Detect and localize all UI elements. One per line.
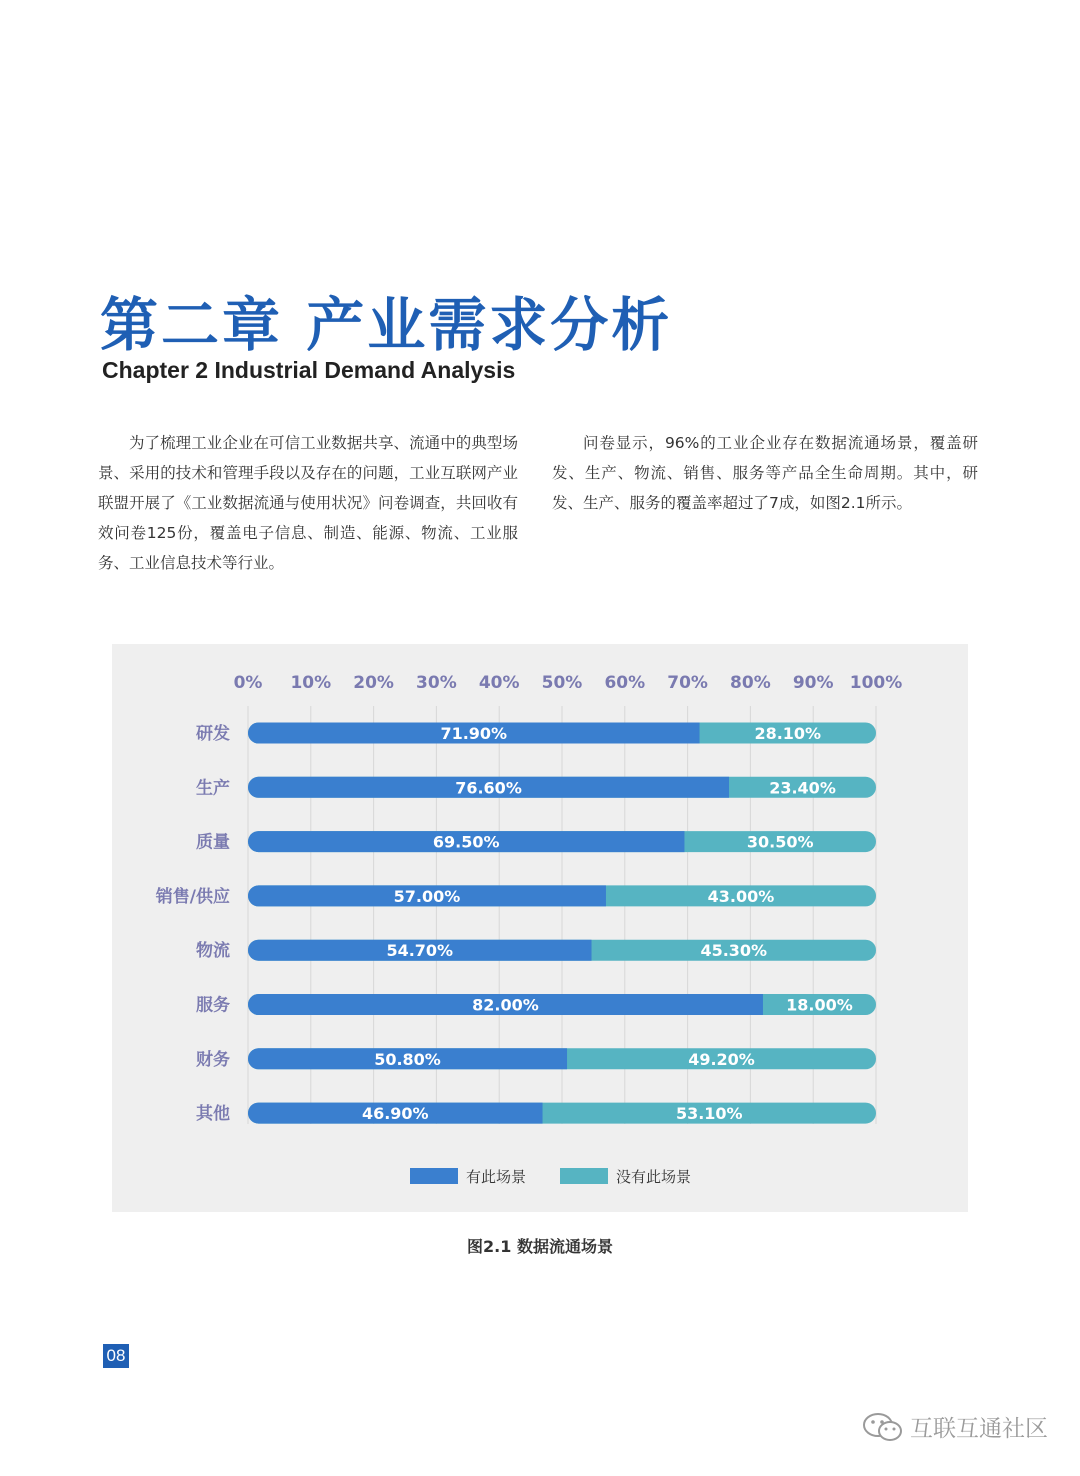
x-tick-label: 90% (792, 673, 834, 693)
x-tick-label: 40% (478, 673, 520, 693)
legend-swatch-no-scenario (560, 1168, 608, 1184)
legend-label: 有此场景 (466, 1168, 527, 1186)
data-label: 23.40% (769, 778, 836, 798)
data-label: 57.00% (393, 886, 461, 906)
legend-swatch-has-scenario (410, 1168, 458, 1184)
data-label: 82.00% (472, 995, 539, 1015)
wechat-icon (862, 1412, 904, 1442)
x-tick-label: 60% (604, 673, 646, 693)
data-label: 18.00% (786, 995, 853, 1015)
data-label: 49.20% (688, 1049, 755, 1069)
category-label: 其他 (196, 1104, 230, 1125)
category-label: 服务 (196, 995, 230, 1016)
data-label: 54.70% (386, 941, 454, 961)
category-label: 生产 (196, 778, 230, 799)
watermark-text: 互联互通社区 (910, 1416, 1048, 1442)
page-number: 08 (103, 1344, 129, 1368)
data-label: 71.90% (440, 724, 508, 743)
x-tick-label: 70% (667, 673, 708, 693)
x-tick-label: 30% (416, 673, 457, 693)
intro-paragraph-right: 问卷显示，96%的工业企业存在数据流通场景，覆盖研发、生产、物流、销售、服务等产品全生命周期。其中，研发、生产、服务的覆盖率超过了7成，如图2.1所示。 (552, 434, 978, 512)
data-label: 53.10% (675, 1104, 743, 1124)
category-label: 财务 (196, 1049, 230, 1070)
x-tick-label: 100% (849, 673, 903, 693)
x-tick-label: 0% (233, 673, 263, 693)
stacked-bar-chart (112, 644, 968, 1212)
data-label: 28.10% (754, 724, 822, 743)
data-label: 76.60% (455, 778, 522, 798)
intro-paragraph-left: 为了梳理工业企业在可信工业数据共享、流通中的典型场景、采用的技术和管理手段以及存在的问题，工业互联网产业联盟开展了《工业数据流通与使用状况》问卷调查，共回收有效问卷125份，覆盖电子信息、制造、能源、物流、工业服务、工业信息技术等行业。 (98, 434, 518, 572)
category-label: 研发 (196, 724, 230, 744)
legend-label: 没有此场景 (616, 1168, 692, 1186)
data-label: 46.90% (361, 1104, 429, 1124)
data-label: 50.80% (374, 1049, 441, 1069)
chart-panel (112, 644, 968, 1212)
data-label: 45.30% (700, 941, 768, 961)
figure-caption: 图2.1 数据流通场景 (467, 1237, 613, 1256)
chapter-subtitle: Chapter 2 Industrial Demand Analysis (102, 357, 516, 383)
x-tick-label: 20% (353, 673, 394, 693)
x-tick-label: 80% (730, 673, 771, 693)
data-label: 30.50% (746, 832, 814, 852)
data-label: 43.00% (707, 886, 775, 906)
x-tick-label: 50% (541, 673, 583, 693)
chapter-title: 第二章 产业需求分析 (100, 291, 673, 359)
category-label: 物流 (196, 941, 230, 962)
data-label: 69.50% (432, 832, 500, 852)
category-label: 销售/供应 (155, 886, 230, 907)
x-tick-label: 10% (290, 673, 332, 693)
watermark (862, 1410, 1048, 1443)
category-label: 质量 (196, 832, 230, 853)
